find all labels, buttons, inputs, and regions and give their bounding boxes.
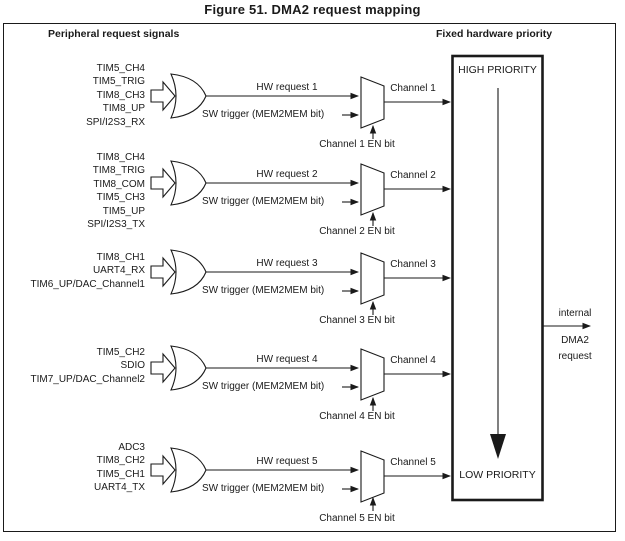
- signal-label: TIM5_UP: [102, 205, 145, 217]
- or-gate: [171, 448, 206, 492]
- signal-label: TIM5_TRIG: [92, 76, 145, 88]
- figure-title: Figure 51. DMA2 request mapping: [204, 2, 421, 17]
- block-arrow-icon: [151, 456, 175, 484]
- sw-trigger-label: SW trigger (MEM2MEM bit): [202, 109, 325, 120]
- block-arrow-icon: [151, 354, 175, 382]
- signal-label: TIM8_CH3: [96, 89, 145, 101]
- signal-label: TIM8_UP: [102, 103, 145, 115]
- signal-label: TIM5_CH4: [96, 63, 145, 74]
- channel-en-bit-label: Channel 4 EN bit: [319, 411, 395, 422]
- sw-trigger-label: SW trigger (MEM2MEM bit): [202, 483, 325, 494]
- internal-request-label-line3: request: [558, 351, 592, 362]
- block-arrow-icon: [151, 169, 175, 197]
- signal-label: TIM5_CH3: [96, 192, 145, 204]
- signal-label: TIM6_UP/DAC_Channel1: [30, 278, 145, 290]
- or-gate: [171, 346, 206, 390]
- signal-label: SDIO: [120, 360, 145, 372]
- internal-request-label-line2: DMA2: [561, 335, 589, 346]
- signal-label: TIM8_TRIG: [92, 165, 145, 177]
- channel-en-bit-label: Channel 1 EN bit: [319, 139, 395, 150]
- sw-trigger-label: SW trigger (MEM2MEM bit): [202, 285, 325, 296]
- channel-en-bit-label: Channel 5 EN bit: [319, 513, 395, 524]
- row5-signal-list: [5, 441, 145, 495]
- internal-request-label-line1: internal: [558, 308, 592, 319]
- block-arrow-icon: [151, 82, 175, 110]
- sw-trigger-label: SW trigger (MEM2MEM bit): [202, 196, 325, 207]
- row3-signal-list: [5, 251, 145, 291]
- low-priority-label: LOW PRIORITY: [459, 469, 536, 481]
- signal-label: SPI/I2S3_RX: [86, 116, 145, 128]
- or-gate: [171, 250, 206, 294]
- channel-label: Channel 2: [390, 170, 436, 181]
- channel-label: Channel 4: [390, 355, 436, 366]
- signal-label: TIM5_CH1: [96, 468, 145, 480]
- signal-label: ADC3: [118, 442, 145, 453]
- channel-label: Channel 3: [390, 259, 436, 270]
- signal-label: TIM5_CH2: [96, 347, 145, 358]
- left-section-header: Peripheral request signals: [48, 28, 180, 40]
- channel-en-bit-label: Channel 3 EN bit: [319, 315, 395, 326]
- signal-label: TIM8_CH4: [96, 152, 145, 163]
- block-arrow-icon: [151, 258, 175, 286]
- hw-request-label: HW request 2: [256, 169, 318, 180]
- hw-request-label: HW request 3: [256, 258, 318, 269]
- right-section-header: Fixed hardware priority: [436, 28, 553, 40]
- hw-request-label: HW request 1: [256, 82, 318, 93]
- high-priority-label: HIGH PRIORITY: [458, 64, 537, 76]
- hw-request-label: HW request 4: [256, 354, 318, 365]
- priority-box-graphics: [453, 56, 591, 500]
- signal-label: TIM8_CH1: [96, 252, 145, 263]
- signal-label: TIM8_COM: [93, 178, 145, 190]
- signal-label: SPI/I2S3_TX: [87, 219, 145, 231]
- or-gate: [171, 161, 206, 205]
- row2-signal-list: [5, 151, 145, 231]
- priority-arrowhead-icon: [490, 434, 506, 459]
- channel-en-bit-label: Channel 2 EN bit: [319, 226, 395, 237]
- signal-label: UART4_TX: [94, 482, 145, 494]
- row1-signal-list: [5, 62, 145, 129]
- signal-label: TIM7_UP/DAC_Channel2: [30, 373, 145, 385]
- channel-label: Channel 1: [390, 83, 436, 94]
- channel-label: Channel 5: [390, 457, 436, 468]
- sw-trigger-label: SW trigger (MEM2MEM bit): [202, 381, 325, 392]
- row4-signal-list: [5, 346, 145, 386]
- signal-label: UART4_RX: [92, 265, 145, 277]
- or-gate: [171, 74, 206, 118]
- signal-label: TIM8_CH2: [96, 455, 145, 467]
- hw-request-label: HW request 5: [256, 456, 318, 467]
